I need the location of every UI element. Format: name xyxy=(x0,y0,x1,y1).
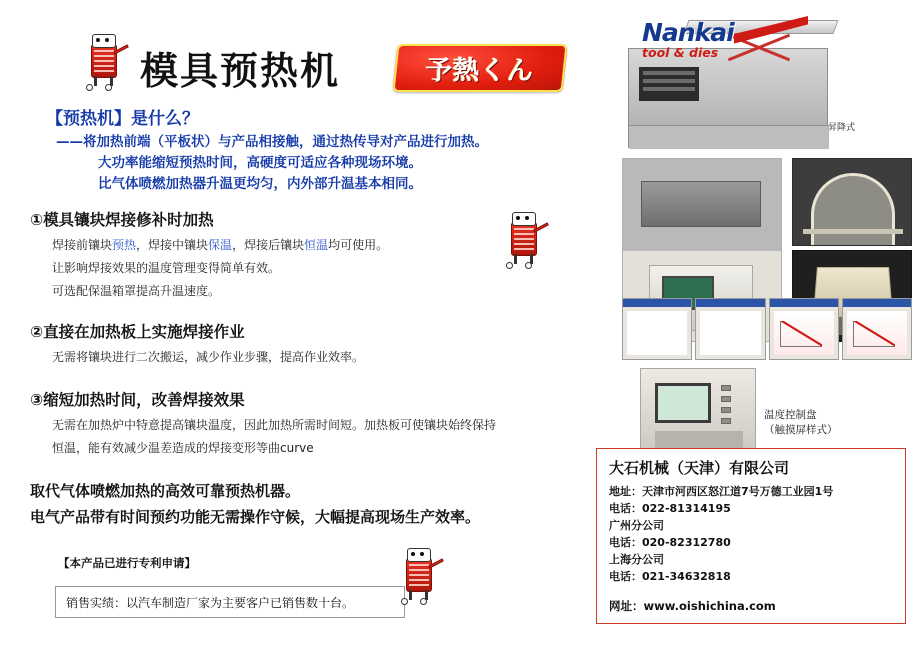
section-1-paragraph-2: 让影响焊接效果的温度管理变得简单有效。 xyxy=(52,261,281,275)
company-branch-shanghai: 上海分公司 xyxy=(609,553,664,566)
closing-statement xyxy=(30,478,600,530)
document-header xyxy=(40,18,600,93)
intro-question: 【预热机】是什么？ xyxy=(46,109,199,129)
closing-line-2: 电气产品带有时间预约功能无需操作守候，大幅提高现场生产效率。 xyxy=(30,508,481,526)
screen-thumbnail xyxy=(695,298,765,360)
photo-oven-interior xyxy=(792,158,912,246)
company-info-box xyxy=(596,448,906,624)
company-website[interactable] xyxy=(609,598,893,614)
company-address xyxy=(609,483,893,500)
section-3-heading: ③缩短加热时间，改善焊接效果 xyxy=(30,391,245,409)
closing-line-1: 取代气体喷燃加热的高效可靠预热机器。 xyxy=(30,482,301,500)
company-tel-main xyxy=(609,500,893,517)
company-tel-label: 电话： xyxy=(609,502,642,515)
brand-logo-name: Nankai xyxy=(642,18,734,47)
section-3 xyxy=(30,388,590,462)
section-1-paragraph-1: 焊接前镶块预热，焊接中镶块保温，焊接后镶块恒温均可使用。 xyxy=(52,238,389,252)
intro-line-2: 大功率能缩短预热时间，高硬度可适应各种现场环境。 xyxy=(98,155,422,171)
company-address-value: 天津市河西区怒江道7号万德工业园1号 xyxy=(642,485,834,498)
product-logo-text: 予熱くん xyxy=(425,55,534,86)
page-title: 模具预热机 xyxy=(140,49,341,93)
intro-line-3: 比气体喷燃加热器升温更均匀，内外部升温基本相同。 xyxy=(98,176,422,192)
sales-record-box xyxy=(55,586,405,618)
section-3-paragraph-2: 恒温，能有效减少温差造成的焊接变形等曲curve xyxy=(52,441,314,455)
screen-thumbnail xyxy=(769,298,839,360)
sales-record-text: 销售实绩：以汽车制造厂家为主要客户已销售数十台。 xyxy=(66,595,355,610)
company-tel-value: 022-81314195 xyxy=(642,502,731,515)
company-website-value[interactable]: www.oishichina.com xyxy=(643,599,776,613)
screen-thumbnail xyxy=(842,298,912,360)
intro-line-1: ——将加热前端（平板状）与产品相接触，通过热传导对产品进行加热。 xyxy=(56,134,488,150)
photo-screen-thumbnails xyxy=(622,298,912,360)
company-tel-shanghai: 电话：021-34632818 xyxy=(609,570,731,583)
caption-control-panel-line-1: 温度控制盘 xyxy=(764,409,817,421)
photo-control-panel xyxy=(640,368,756,460)
product-logo-badge xyxy=(392,44,567,92)
section-1-heading: ①模具镶块焊接修补时加热 xyxy=(30,211,214,229)
robot-mascot-icon xyxy=(85,34,141,92)
caption-control-panel xyxy=(764,408,914,438)
section-1-paragraph-3: 可选配保温箱罩提高升温速度。 xyxy=(52,284,221,298)
patent-note: 【本产品已进行专利申请】 xyxy=(58,556,196,570)
section-2-heading: ②直接在加热板上实施焊接作业 xyxy=(30,323,245,341)
company-name: 大石机械（天津）有限公司 xyxy=(609,459,790,477)
company-tel-guangzhou: 电话：020-82312780 xyxy=(609,536,731,549)
company-address-label: 地址： xyxy=(609,485,642,498)
robot-mascot-icon xyxy=(400,548,456,606)
company-branch-guangzhou: 广州分公司 xyxy=(609,519,664,532)
section-2-paragraph-1: 无需将镶块进行二次搬运，减少作业步骤，提高作业效率。 xyxy=(52,350,365,364)
brand-logo-tagline: tool & dies xyxy=(642,45,719,60)
section-3-paragraph-1: 无需在加热炉中特意提高镶块温度，因此加热所需时间短。加热板可使镶块始终保持 xyxy=(52,418,497,432)
robot-mascot-icon xyxy=(505,212,561,270)
section-2 xyxy=(30,320,590,371)
brand-logo-nankai xyxy=(642,18,807,62)
screen-thumbnail xyxy=(622,298,692,360)
caption-control-panel-line-2: （触摸屏样式） xyxy=(764,424,838,436)
company-website-label: 网址： xyxy=(609,599,644,613)
intro-lines xyxy=(56,132,601,195)
caption-machine: 昇降式 xyxy=(828,123,856,133)
